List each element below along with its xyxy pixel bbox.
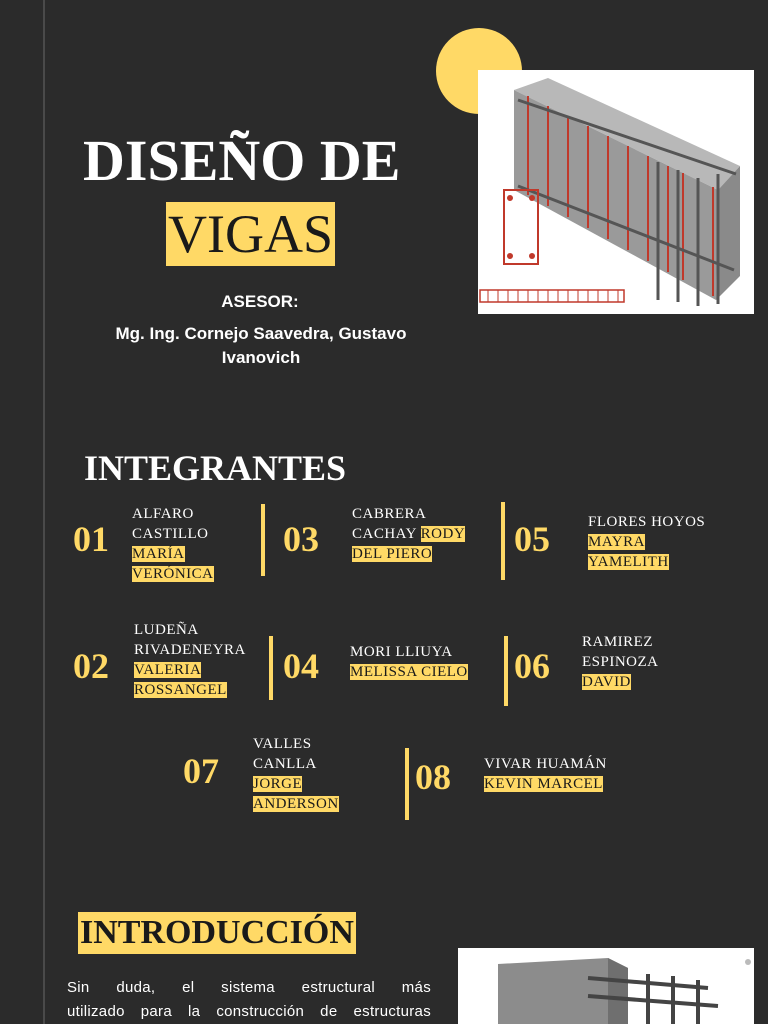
member-divider bbox=[501, 502, 505, 580]
member-number-03: 03 bbox=[283, 519, 319, 559]
member-name-08 bbox=[484, 754, 634, 794]
member-number-07: 07 bbox=[183, 751, 219, 791]
integrantes-heading: INTEGRANTES bbox=[84, 448, 347, 488]
member-given-name: MAYRA YAMELITH bbox=[588, 534, 669, 570]
member-name-06 bbox=[582, 632, 702, 692]
member-name-04 bbox=[350, 642, 490, 682]
column-rebar-illustration bbox=[458, 948, 754, 1024]
member-number-01: 01 bbox=[73, 519, 109, 559]
beam-rebar-drawing bbox=[478, 70, 754, 314]
member-number-06: 06 bbox=[514, 646, 550, 686]
title-line-1: DISEÑO DE bbox=[83, 128, 401, 193]
member-number-02: 02 bbox=[73, 646, 109, 686]
member-name-01 bbox=[132, 504, 242, 584]
member-given-name: JORGE ANDERSON bbox=[253, 776, 339, 812]
title-line-2-highlighted: VIGAS bbox=[168, 204, 334, 264]
member-surname: ALFARO CASTILLO bbox=[132, 506, 209, 542]
member-given-name: KEVIN MARCEL bbox=[484, 776, 603, 792]
member-surname: VALLES CANLLA bbox=[253, 736, 317, 772]
member-surname: VIVAR HUAMÁN bbox=[484, 756, 607, 772]
left-rule bbox=[43, 0, 45, 1024]
member-name-02 bbox=[134, 620, 262, 700]
member-divider bbox=[405, 748, 409, 820]
member-number-05: 05 bbox=[514, 519, 550, 559]
member-name-07 bbox=[253, 734, 363, 814]
member-given-name: RODY DEL PIERO bbox=[352, 526, 466, 562]
introduccion-paragraph bbox=[67, 976, 431, 1024]
column-rebar-drawing bbox=[458, 948, 754, 1024]
intro-line-2: utilizado para la construcción de estructuras bbox=[67, 1003, 431, 1020]
intro-line-1: Sin duda, el sistema estructural más bbox=[67, 979, 431, 996]
member-surname: CABRERA CACHAY bbox=[352, 506, 426, 542]
member-divider bbox=[261, 504, 265, 576]
member-given-name: VALERIA ROSSANGEL bbox=[134, 662, 227, 698]
member-name-05 bbox=[588, 512, 728, 572]
member-number-08: 08 bbox=[415, 757, 451, 797]
member-number-04: 04 bbox=[283, 646, 319, 686]
member-given-name: DAVID bbox=[582, 674, 631, 690]
introduccion-heading: INTRODUCCIÓN bbox=[78, 912, 356, 954]
asesor-name: Mg. Ing. Cornejo Saavedra, Gustavo Ivanovich bbox=[115, 324, 407, 367]
member-surname: FLORES HOYOS bbox=[588, 514, 706, 530]
member-surname: LUDEÑA RIVADENEYRA bbox=[134, 622, 246, 658]
member-divider bbox=[504, 636, 508, 706]
member-given-name: MARÍA VERÓNICA bbox=[132, 546, 214, 582]
beam-rebar-illustration bbox=[478, 70, 754, 314]
member-name-03 bbox=[352, 504, 492, 564]
member-given-name: MELISSA CIELO bbox=[350, 664, 468, 680]
member-divider bbox=[269, 636, 273, 700]
member-surname: RAMIREZ ESPINOZA bbox=[582, 634, 659, 670]
member-surname: MORI LLIUYA bbox=[350, 644, 453, 660]
asesor-label: ASESOR: bbox=[221, 292, 299, 311]
